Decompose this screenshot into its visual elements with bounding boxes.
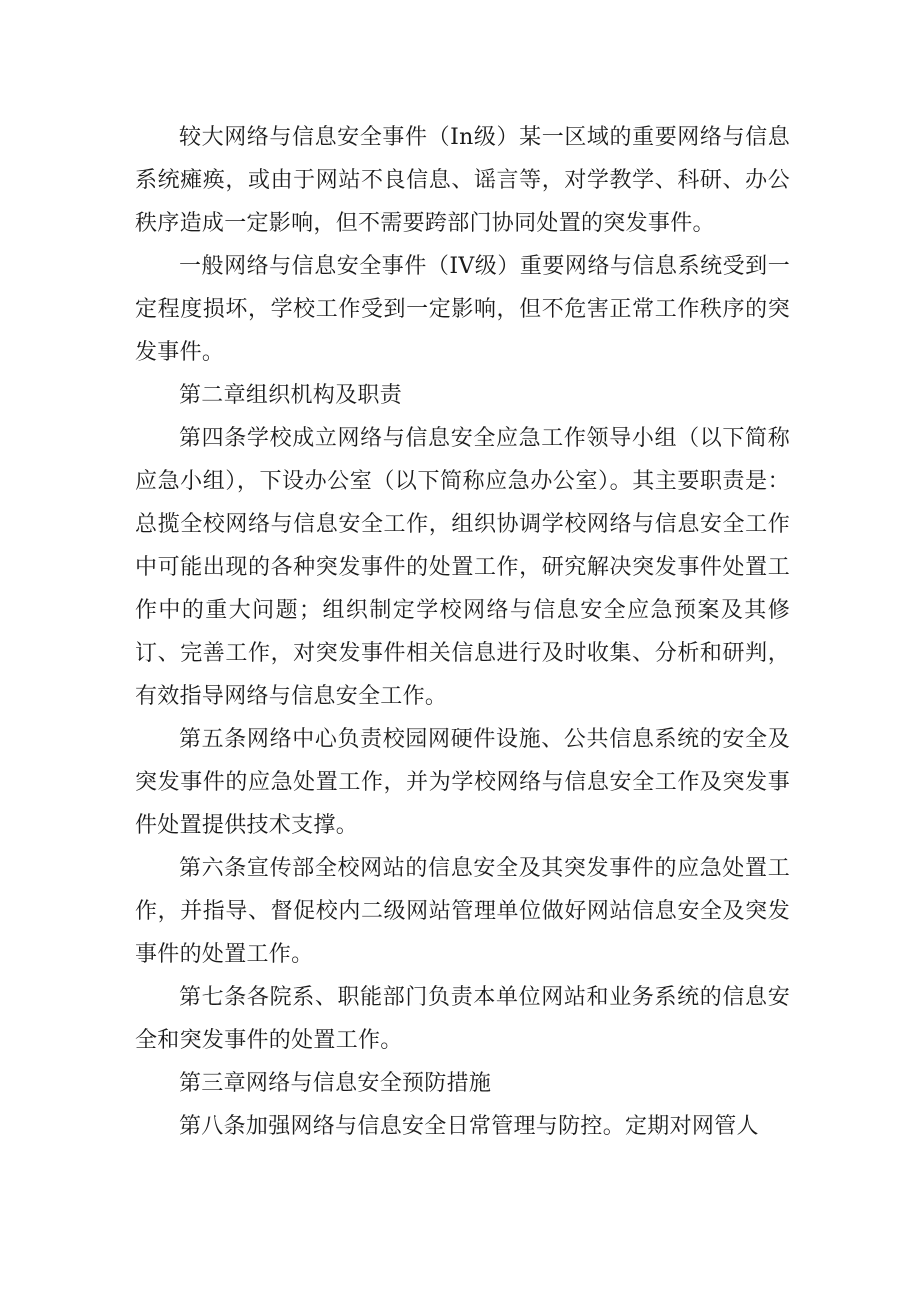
paragraph-article-four: 第四条学校成立网络与信息安全应急工作领导小组（以下简称应急小组），下设办公室（以下简称应急办公室）。其主要职责是：总揽全校网络与信息安全工作，组织协调学校网络与信息安全工作中可能出现的各种突发事件的处置工作，研究解决突发事件处置工作中的重大问题；组织制定学校网络与信息安全应急预案及其修订、完善工作，对突发事件相关信息进行及时收集、分析和研判，有效指导网络与信息安全工作。 <box>135 426 790 709</box>
chapter-two-heading: 第二章组织机构及职责 <box>179 383 403 408</box>
document-body <box>135 116 790 1148</box>
paragraph-article-five: 第五条网络中心负责校园网硬件设施、公共信息系统的安全及突发事件的应急处置工作，并为学校网络与信息安全工作及突发事件处置提供技术支撑。 <box>135 727 790 838</box>
chapter-three-heading: 第三章网络与信息安全预防措施 <box>179 1071 492 1096</box>
paragraph-article-eight: 第八条加强网络与信息安全日常管理与防控。定期对网管人 <box>179 1114 759 1139</box>
paragraph-article-six: 第六条宣传部全校网站的信息安全及其突发事件的应急处置工作，并指导、督促校内二级网站管理单位做好网站信息安全及突发事件的处置工作。 <box>135 856 790 967</box>
paragraph-general-incident: 一般网络与信息安全事件（IV级）重要网络与信息系统受到一定程度损坏，学校工作受到一定影响，但不危害正常工作秩序的突发事件。 <box>135 254 790 365</box>
paragraph-major-incident: 较大网络与信息安全事件（In级）某一区域的重要网络与信息系统瘫痪，或由于网站不良信息、谣言等，对学教学、科研、办公秩序造成一定影响，但不需要跨部门协同处置的突发事件。 <box>135 125 790 236</box>
paragraph-article-seven: 第七条各院系、职能部门负责本单位网站和业务系统的信息安全和突发事件的处置工作。 <box>135 985 790 1053</box>
